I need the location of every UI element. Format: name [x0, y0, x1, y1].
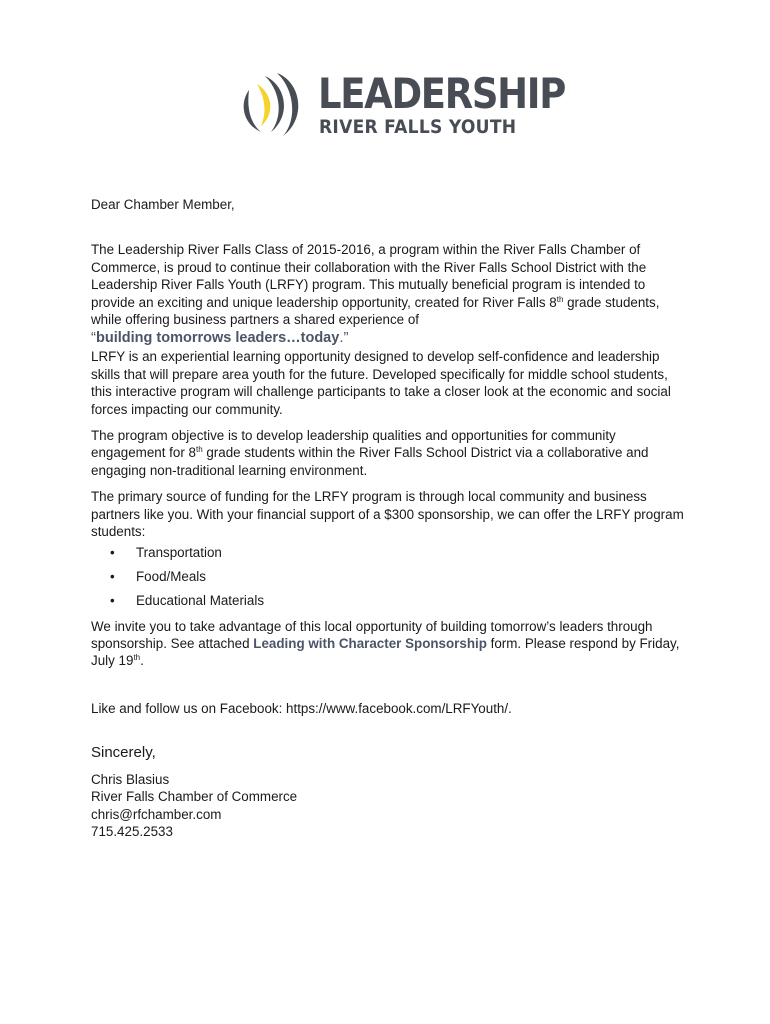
signature-name: Chris Blasius: [91, 771, 170, 787]
list-item: • Transportation: [110, 544, 222, 560]
tagline-text: building tomorrows leaders…today: [96, 330, 340, 347]
list-item: • Educational Materials: [110, 592, 265, 608]
logo-subtitle: RIVER FALLS YOUTH: [319, 116, 517, 138]
paragraph-invite: We invite you to take advantage of this local opportunity of building tomorrow’s leaders through sponsorship. See attached Leading with Character Sponsorship form. Please respond by Friday, July 19th.: [91, 618, 680, 669]
signature-block: [91, 771, 691, 841]
paragraph-objective: The program objective is to develop leadership qualities and opportunities for community engagement for 8th grade students within the River Falls School District via a collaborative and engaging non-traditional learning environment.: [91, 428, 649, 478]
list-item: • Food/Meals: [110, 568, 206, 584]
signature-email: chris@rfchamber.com: [91, 806, 222, 822]
paragraph-funding: The primary source of funding for the LRFY program is through local community and business partners like you. With your financial support of a $300 sponsorship, we can offer the LRFY program students:: [91, 489, 684, 540]
paragraph-lrfy: LRFY is an experiential learning opportunity designed to develop self-confidence and leadership skills that will prepare area youth for the future. Developed specifically for middle school students, this interactive program will challenge participants to take a closer look at the economic and social forces impacting our community.: [91, 349, 671, 417]
facebook-line: Like and follow us on Facebook: https://www.facebook.com/LRFYouth/.: [91, 700, 512, 716]
closing: Sincerely,: [91, 744, 156, 762]
tagline: “building tomorrows leaders…today.”: [91, 329, 349, 347]
signature-org: River Falls Chamber of Commerce: [91, 789, 298, 805]
letter-body: [91, 196, 691, 841]
funding-list: [91, 544, 691, 616]
signature-phone: 715.425.2533: [91, 824, 173, 840]
logo-title: LEADERSHIP: [318, 69, 565, 118]
salutation: Dear Chamber Member,: [91, 197, 235, 212]
sponsorship-form-name: Leading with Character Sponsorship: [253, 635, 487, 651]
paragraph-intro: The Leadership River Falls Class of 2015-2016, a program within the River Falls Chamber of Commerce, is proud to continue their collaboration with the River Falls School District with the Leadership River Falls Youth (LRFY) program. This mutually beneficial program is intended to provide an exciting and unique leadership opportunity, created for River Falls 8th grade students, while offering business partners a shared experience of: [91, 242, 660, 328]
